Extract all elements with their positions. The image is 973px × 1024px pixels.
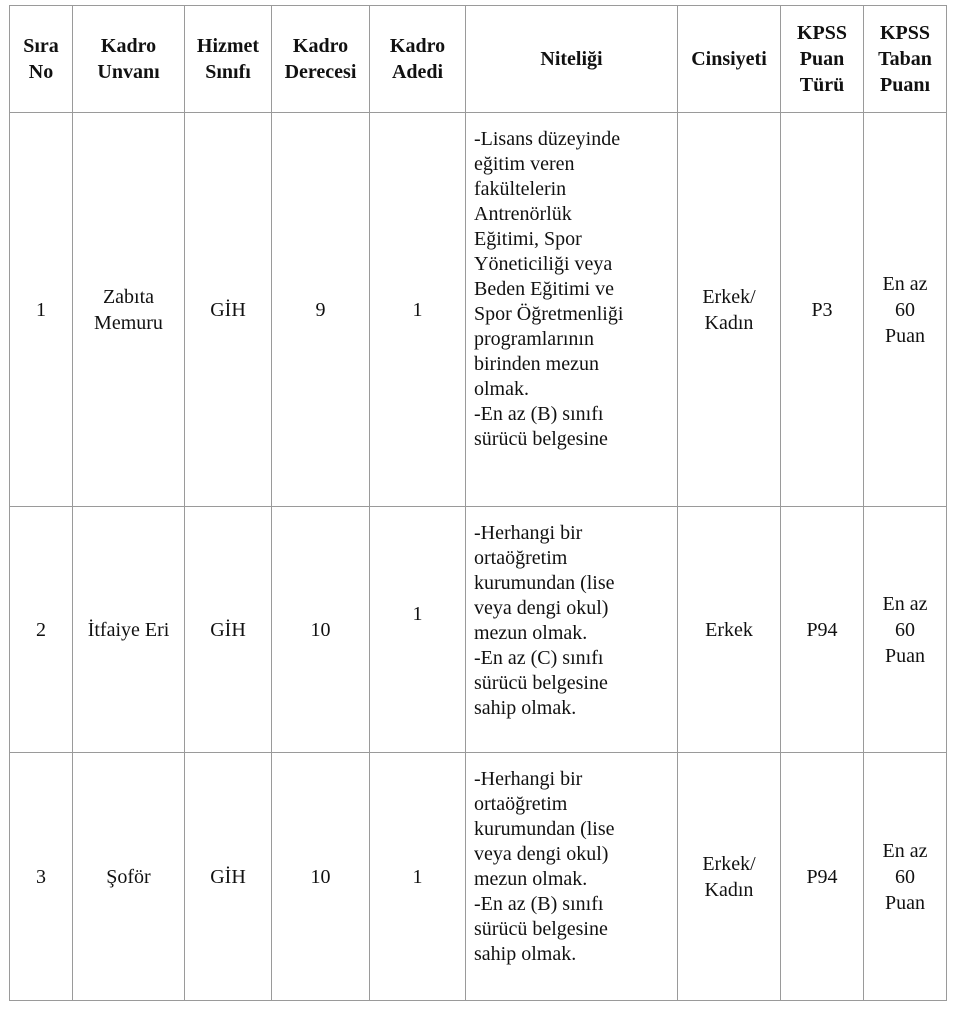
cell-sira-no: 1 (10, 113, 73, 507)
header-niteligi: Niteliği (466, 6, 678, 113)
cell-sira-no: 3 (10, 753, 73, 1001)
header-kpss-puan-turu: KPSS Puan Türü (781, 6, 864, 113)
table-row (10, 113, 947, 507)
cell-kpss-puan-turu: P3 (781, 113, 864, 507)
cell-kadro-adedi-value: 1 (412, 602, 423, 625)
cell-kpss-taban-puani: En az 60 Puan (864, 113, 947, 507)
cell-cinsiyeti: Erkek/ Kadın (678, 113, 781, 507)
staff-positions-table (9, 5, 947, 1001)
cell-niteligi: -Herhangi bir ortaöğretim kurumundan (lise veya dengi okul) mezun olmak. -En az (B) sınıfı sürücü belgesine sahip olmak. (466, 753, 678, 1001)
cell-niteligi: -Herhangi bir ortaöğretim kurumundan (lise veya dengi okul) mezun olmak. -En az (C) sınıfı sürücü belgesine sahip olmak. (466, 507, 678, 753)
cell-kadro-adedi: 1 (370, 113, 466, 507)
header-kpss-taban-puani: KPSS Taban Puanı (864, 6, 947, 113)
cell-kadro-adedi (370, 507, 466, 753)
cell-niteligi: -Lisans düzeyinde eğitim veren fakültelerin Antrenörlük Eğitimi, Spor Yöneticiliği veya Beden Eğitimi ve Spor Öğretmenliği programlarının birinden mezun olmak. -En az (B) sınıfı sürücü belgesine (466, 113, 678, 507)
header-row (10, 6, 947, 113)
cell-hizmet-sinifi: GİH (185, 113, 272, 507)
header-kadro-derecesi: Kadro Derecesi (272, 6, 370, 113)
header-sira-no: Sıra No (10, 6, 73, 113)
staff-positions-table-wrapper (9, 5, 947, 1001)
cell-kpss-taban-puani: En az 60 Puan (864, 507, 947, 753)
cell-kadro-adedi: 1 (370, 753, 466, 1001)
cell-kadro-derecesi: 10 (272, 507, 370, 753)
cell-kadro-derecesi: 9 (272, 113, 370, 507)
cell-kadro-derecesi: 10 (272, 753, 370, 1001)
cell-cinsiyeti: Erkek/ Kadın (678, 753, 781, 1001)
header-cinsiyeti: Cinsiyeti (678, 6, 781, 113)
table-row (10, 753, 947, 1001)
cell-kpss-puan-turu: P94 (781, 507, 864, 753)
cell-kadro-unvani: Şoför (73, 753, 185, 1001)
cell-kpss-taban-puani: En az 60 Puan (864, 753, 947, 1001)
header-kadro-unvani: Kadro Unvanı (73, 6, 185, 113)
cell-hizmet-sinifi: GİH (185, 507, 272, 753)
header-kadro-adedi: Kadro Adedi (370, 6, 466, 113)
cell-hizmet-sinifi: GİH (185, 753, 272, 1001)
cell-kadro-unvani: İtfaiye Eri (73, 507, 185, 753)
cell-sira-no: 2 (10, 507, 73, 753)
header-hizmet-sinifi: Hizmet Sınıfı (185, 6, 272, 113)
cell-cinsiyeti: Erkek (678, 507, 781, 753)
cell-kpss-puan-turu: P94 (781, 753, 864, 1001)
cell-kadro-unvani: Zabıta Memuru (73, 113, 185, 507)
table-row (10, 507, 947, 753)
